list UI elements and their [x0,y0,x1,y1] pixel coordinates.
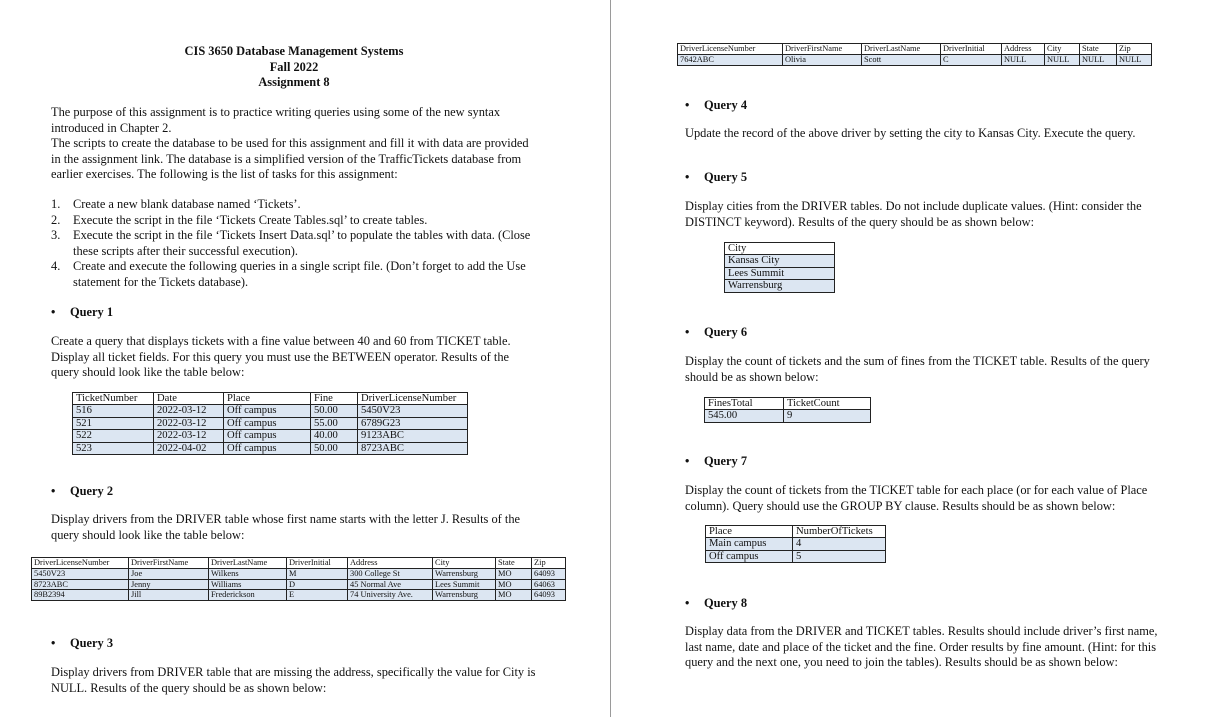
table-row [73,430,468,442]
query-2-heading: • Query 2 [51,484,114,498]
table-cell: Lees Summit [433,579,496,590]
table-row [705,410,871,422]
assignment-header [84,44,504,91]
table-cell: Off campus [224,405,311,417]
column-header: State [1080,44,1117,55]
table-cell: Scott [862,54,941,65]
table-cell: 545.00 [705,410,784,422]
bullet-icon: • [51,484,56,498]
bullet-icon: • [685,596,690,610]
table-cell: NULL [1117,54,1152,65]
table-cell: Warrensburg [725,280,835,292]
table-cell: 8723ABC [32,579,129,590]
table-cell: 523 [73,442,154,454]
column-header: DriverLastName [209,558,287,569]
column-header: TicketNumber [73,393,154,405]
table-cell: Joe [129,568,209,579]
table-cell: 55.00 [311,417,358,429]
bullet-icon: • [685,98,690,112]
table-header-row [73,393,468,405]
query-2-description: Display drivers from the DRIVER table whose first name starts with the letter J. Results of the query should look like the table below: [51,512,521,542]
table-cell: 9 [784,410,871,422]
table-cell: E [287,590,348,601]
table-cell: Jill [129,590,209,601]
intro-paragraph-2: The scripts to create the database to be used for this assignment and fill it with data are provided in the assignment link. The database is a simplified version of the TrafficTickets database from earlier exercises. The following is the list of tasks for this assignment: [51,136,529,182]
table-cell: 64063 [532,579,566,590]
table-row [32,579,566,590]
table-cell: MO [496,590,532,601]
table-cell: 64093 [532,568,566,579]
query-1-heading: • Query 1 [51,305,114,319]
column-header: City [433,558,496,569]
column-header: City [1045,44,1080,55]
table-cell: 45 Normal Ave [348,579,433,590]
table-cell: 5 [793,550,886,562]
column-header: Zip [1117,44,1152,55]
table-header-row [705,398,871,410]
table-row [725,280,835,292]
table-cell: Warrensburg [433,568,496,579]
bullet-icon: • [51,636,56,650]
table-cell: 2022-03-12 [154,417,224,429]
query-1-description: Create a query that displays tickets with a fine value between 40 and 60 from TICKET table. Display all ticket fields. For this query you must use the BETWEEN operator. Results of the query should look like the table below: [51,334,511,380]
table-row [73,417,468,429]
query-8-heading: • Query 8 [685,596,748,610]
column-header: Place [706,526,793,538]
table-cell: 300 College St [348,568,433,579]
table-cell: 50.00 [311,405,358,417]
column-header: Zip [532,558,566,569]
table-cell: NULL [1080,54,1117,65]
column-header: DriverInitial [287,558,348,569]
column-header: DriverFirstName [783,44,862,55]
table-row [706,538,886,550]
query-6-description: Display the count of tickets and the sum of fines from the TICKET table. Results of the query should be as shown below: [685,354,1150,384]
table-row [725,255,835,267]
table-row [725,267,835,279]
query-5-result-table [724,242,835,293]
table-cell: 2022-04-02 [154,442,224,454]
table-cell: Warrensburg [433,590,496,601]
page-divider [610,0,611,717]
table-row [32,568,566,579]
table-cell: NULL [1045,54,1080,65]
column-header: DriverInitial [941,44,1002,55]
table-cell: Lees Summit [725,267,835,279]
column-header: DriverLicenseNumber [32,558,129,569]
query-1-result-table [72,392,468,455]
query-4-description: Update the record of the above driver by setting the city to Kansas City. Execute the query. [685,126,1136,140]
table-cell: 2022-03-12 [154,405,224,417]
table-row [73,405,468,417]
query-5-description: Display cities from the DRIVER tables. Do not include duplicate values. (Hint: consider the DISTINCT keyword). Results of the query should be as shown below: [685,199,1142,229]
table-cell: 522 [73,430,154,442]
task-item: 2. Execute the script in the file ‘Tickets Create Tables.sql’ to create tables. [51,212,428,227]
query-4-heading: • Query 4 [685,98,748,112]
column-header: Address [1002,44,1045,55]
bullet-icon: • [685,170,690,184]
table-cell: Main campus [706,538,793,550]
table-cell: 50.00 [311,442,358,454]
table-cell: 8723ABC [358,442,468,454]
table-header-row [706,526,886,538]
table-cell: MO [496,579,532,590]
bullet-icon: • [685,454,690,468]
task-item: 3. Execute the script in the file ‘Tickets Insert Data.sql’ to populate the tables with data. (Close these scripts after their successful execution). [51,228,531,258]
table-cell: 7642ABC [678,54,783,65]
query-6-heading: • Query 6 [685,325,748,339]
table-cell: Olivia [783,54,862,65]
column-header: FinesTotal [705,398,784,410]
table-cell: 89B2394 [32,590,129,601]
table-row [32,590,566,601]
column-header: City [725,243,835,255]
query-3-result-table [677,43,1152,66]
table-cell: 4 [793,538,886,550]
table-cell: Off campus [224,430,311,442]
query-2-result-table [31,557,566,601]
column-header: DriverLicenseNumber [358,393,468,405]
column-header: Date [154,393,224,405]
query-6-result-table [704,397,871,423]
column-header: State [496,558,532,569]
table-cell: Off campus [706,550,793,562]
table-cell: Off campus [224,442,311,454]
table-cell: NULL [1002,54,1045,65]
table-cell: Off campus [224,417,311,429]
bullet-icon: • [685,325,690,339]
column-header: Fine [311,393,358,405]
table-cell: 6789G23 [358,417,468,429]
query-3-heading: • Query 3 [51,636,114,650]
table-cell: 9123ABC [358,430,468,442]
query-5-heading: • Query 5 [685,170,748,184]
query-7-result-table [705,525,886,563]
table-cell: 40.00 [311,430,358,442]
table-cell: 64093 [532,590,566,601]
table-cell: 74 University Ave. [348,590,433,601]
bullet-icon: • [51,305,56,319]
table-cell: Williams [209,579,287,590]
task-list [51,197,541,291]
assignment-title: Assignment 8 [258,75,330,90]
column-header: NumberOfTickets [793,526,886,538]
task-item: 1. Create a new blank database named ‘Tickets’. [51,197,301,211]
table-row [73,442,468,454]
table-header-row [32,558,566,569]
table-row [706,550,886,562]
task-item: 4. Create and execute the following queries in a single script file. (Don’t forget to add the Use statement for the Tickets database). [51,259,526,289]
query-3-description: Display drivers from DRIVER table that are missing the address, specifically the value for City is NULL. Results of the query should be as shown below: [51,665,536,695]
table-cell: D [287,579,348,590]
column-header: DriverLicenseNumber [678,44,783,55]
column-header: DriverLastName [862,44,941,55]
table-cell: M [287,568,348,579]
table-cell: 516 [73,405,154,417]
term: Fall 2022 [269,59,319,74]
intro [51,105,541,183]
intro-paragraph-1: The purpose of this assignment is to practice writing queries using some of the new syntax introduced in Chapter 2. [51,105,501,135]
table-row [678,54,1152,65]
table-cell: 5450V23 [358,405,468,417]
course-title: CIS 3650 Database Management Systems [184,44,404,58]
table-cell: Wilkens [209,568,287,579]
table-cell: 521 [73,417,154,429]
table-header-row [725,243,835,255]
column-header: DriverFirstName [129,558,209,569]
table-cell: MO [496,568,532,579]
query-7-heading: • Query 7 [685,454,748,468]
table-cell: Jenny [129,579,209,590]
query-7-description: Display the count of tickets from the TICKET table for each place (or for each value of Place column). Query should use the GROUP BY clause. Results should be as shown below: [685,483,1148,513]
query-8-description: Display data from the DRIVER and TICKET tables. Results should include driver’s first name, last name, date and place of the ticket and the fine. Order results by fine amount. (Hint: for this query and the next one, you need to join the tables). Results should be as shown below: [685,624,1158,670]
table-header-row [678,44,1152,55]
table-cell: C [941,54,1002,65]
table-cell: Frederickson [209,590,287,601]
column-header: Address [348,558,433,569]
column-header: TicketCount [784,398,871,410]
column-header: Place [224,393,311,405]
table-cell: 2022-03-12 [154,430,224,442]
table-cell: Kansas City [725,255,835,267]
table-cell: 5450V23 [32,568,129,579]
